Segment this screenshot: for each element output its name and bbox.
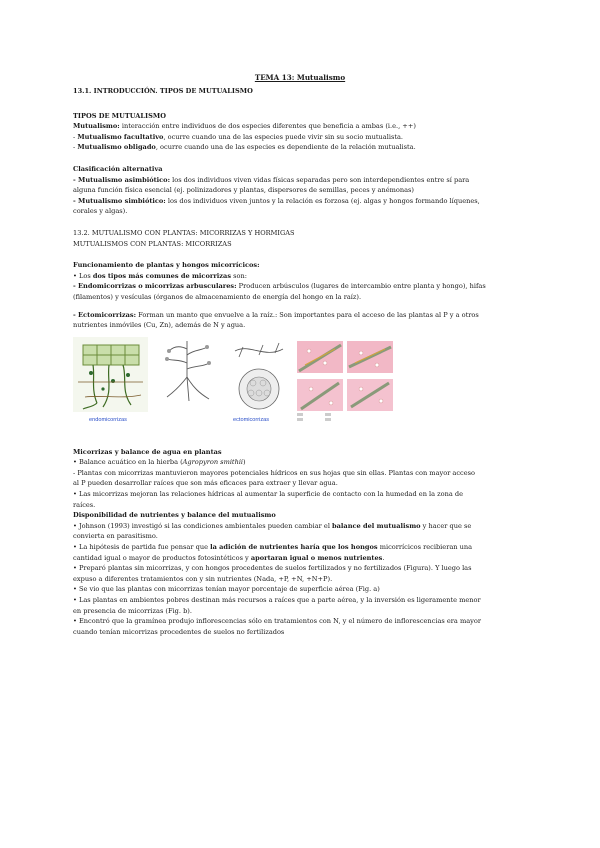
agua-line-1: • Balance acuático en la hierba (Agropyron smithii) (73, 458, 246, 467)
clasif-heading: Clasificación alternativa (73, 164, 163, 173)
section-2-subheading: MUTUALISMOS CON PLANTAS: MICORRIZAS (73, 239, 232, 248)
page-title: TEMA 13: Mutualismo (254, 73, 346, 82)
agua-line-3: al P pueden desarrollar raíces que son más eficaces para extraer y llevar agua. (73, 479, 338, 488)
agua-line-5: raíces. (73, 500, 96, 509)
disp-line-9: en presencia de micorrizas (Fig. b). (73, 606, 192, 615)
clasif-line-4: corales y algas). (73, 207, 128, 216)
disp-line-2: convierta en parasitismo. (73, 532, 158, 541)
section-1-heading: 13.1. INTRODUCCIÓN. TIPOS DE MUTUALISMO (73, 87, 253, 95)
disp-heading: Disponibilidad de nutrientes y balance del mutualismo (73, 511, 276, 520)
endomycorrhiza-illustration (73, 337, 148, 412)
disp-line-11: cuando tenían micorrizas procedentes de suelos no fertilizados (73, 627, 285, 636)
tipos-line-3: - Mutualismo obligado, ocurre cuando una de las especies es dependiente de la relación mutualista. (73, 143, 416, 152)
tipos-heading: TIPOS DE MUTUALISMO (73, 111, 166, 120)
endomycorrhiza-caption: endomicorrizas (89, 416, 127, 423)
micrograph-figure (295, 337, 395, 423)
micrograph-panels (295, 337, 395, 423)
clasif-line-1: - Mutualismo asimbiótico: los dos individuos viven vidas físicas separadas pero son interdependientes entre sí para (73, 175, 470, 184)
ectomycorrhiza-caption: ectomicorrizas (233, 416, 270, 423)
func-line-2: - Endomicorrizas o micorrizas arbusculares: Producen arbúsculos (lugares de intercambio entre planta y hongo), hifas (73, 282, 486, 291)
tipos-line-1: Mutualismo: interacción entre individuos de dos especies diferentes que beneficia a ambas (i.e., ++) (73, 122, 416, 131)
disp-line-6: expuso a diferentes tratamientos con y sin nutrientes (Nada, +P, +N, +N+P). (73, 574, 333, 583)
disp-line-3: • La hipótesis de partida fue pensar que la adición de nutrientes haría que los hongos micorrícicos recibieran una (73, 543, 473, 552)
disp-line-1: • Johnson (1993) investigó si las condiciones ambientales pueden cambiar el balance del mutualismo y hacer que se (73, 521, 472, 530)
endomycorrhiza-figure (73, 337, 148, 412)
func-line-1: • Los dos tipos más comunes de micorrizas son: (73, 271, 247, 280)
disp-line-4: cantidad igual o mayor de productos fotosintéticos y aportaran igual o menos nutrientes. (73, 553, 385, 562)
clasif-line-3: - Mutualismo simbiótico: los dos individuos viven juntos y la relación es forzosa (ej. algas y hongos formando líquenes, (73, 196, 480, 205)
ectomycorrhiza-figure (229, 337, 289, 412)
plant-root-figure (153, 337, 223, 407)
disp-line-7: • Se vio que las plantas con micorrizas tenían mayor porcentaje de superficie aérea (Fig. a) (73, 585, 380, 594)
func-heading: Funcionamiento de plantas y hongos micorrícicos: (73, 261, 260, 270)
func-line-3: (filamentos) y vesículas (órganos de almacenamiento de energía del hongo en la raíz). (73, 292, 362, 301)
func-line-5: nutrientes inmóviles (Cu, Zn), además de N y agua. (73, 321, 246, 330)
plant-root-illustration (153, 337, 223, 407)
disp-line-10: • Encontró que la gramínea produjo inflorescencias sólo en tratamientos con N, y el número de inflorescencias era mayor (73, 617, 481, 626)
agua-line-2: - Plantas con micorrizas mantuvieron mayores potenciales hídricos en sus hojas que sin ellas. Plantas con mayor acceso (73, 468, 476, 477)
tipos-line-2: - Mutualismo facultativo, ocurre cuando una de las especies puede vivir sin su socio mutualista. (73, 132, 404, 141)
agua-line-4: • Las micorrizas mejoran las relaciones hídricas al aumentar la superficie de contacto con la humedad en la zona de (73, 490, 464, 499)
agua-heading: Micorrizas y balance de agua en plantas (73, 447, 222, 456)
mycorrhiza-figures (73, 337, 533, 425)
disp-line-8: • Las plantas en ambientes pobres destinan más recursos a raíces que a parte aérea, y la inversión es ligeramente menor (73, 596, 481, 604)
ectomycorrhiza-illustration (229, 337, 289, 412)
func-line-4: - Ectomicorrizas: Forman un manto que envuelve a la raíz.: Son importantes para el acceso de las plantas al P y a otros (73, 310, 479, 319)
clasif-line-2: alguna función física esencial (ej. polinizadores y plantas, dispersores de semillas, peces y anémonas) (73, 186, 414, 195)
disp-line-5: • Preparó plantas sin micorrizas, y con hongos procedentes de suelos fertilizados y no fertilizados (Figura). Y luego las (73, 564, 472, 573)
section-2-heading: 13.2. MUTUALISMO CON PLANTAS: MICORRIZAS Y HORMIGAS (73, 228, 295, 237)
document-body (73, 86, 533, 637)
